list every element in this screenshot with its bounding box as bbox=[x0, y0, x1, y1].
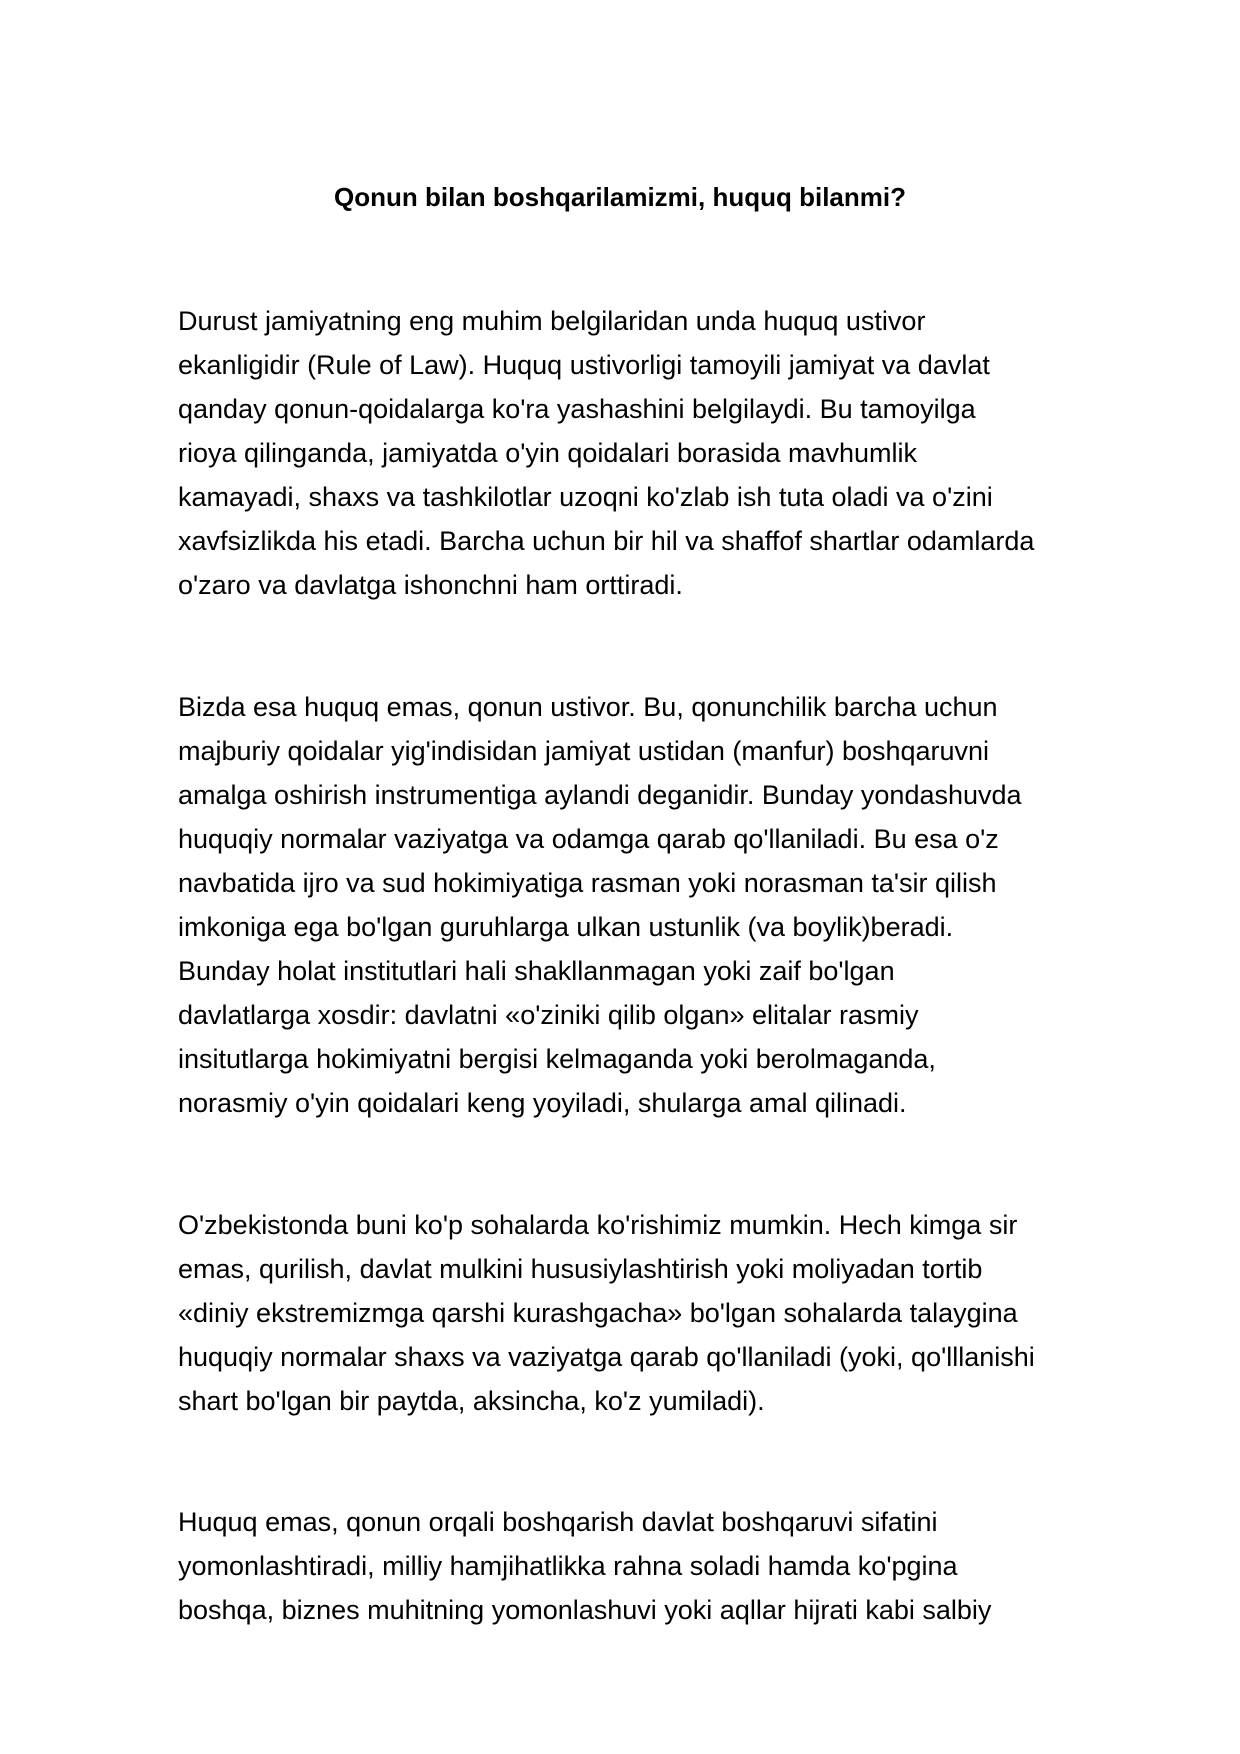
paragraph-uzbekistan bbox=[178, 1203, 1158, 1423]
text-line: davlatlarga xosdir: davlatni «o'ziniki qilib olgan» elitalar rasmiy bbox=[178, 1000, 919, 1030]
text-line: qanday qonun-qoidalarga ko'ra yashashini belgilaydi. Bu tamoyilga bbox=[178, 394, 976, 424]
text-line: ekanligidir (Rule of Law). Huquq ustivorligi tamoyili jamiyat va davlat bbox=[178, 350, 990, 380]
text-line: huquqiy normalar shaxs va vaziyatga qarab qo'llaniladi (yoki, qo'lllanishi bbox=[178, 1342, 1035, 1372]
document-title: Qonun bilan boshqarilamizmi, huquq bilanmi? bbox=[334, 182, 906, 212]
text-line: o'zaro va davlatga ishonchni ham orttiradi. bbox=[178, 570, 683, 600]
text-line: xavfsizlikda his etadi. Barcha uchun bir hil va shaffof shartlar odamlarda bbox=[178, 526, 1035, 556]
text-line: norasmiy o'yin qoidalari keng yoyiladi, shularga amal qilinadi. bbox=[178, 1088, 907, 1118]
text-line: rioya qilinganda, jamiyatda o'yin qoidalari borasida mavhumlik bbox=[178, 438, 918, 468]
text-line: majburiy qoidalar yig'indisidan jamiyat ustidan (manfur) boshqaruvni bbox=[178, 736, 990, 766]
text-line: Huquq emas, qonun orqali boshqarish davlat boshqaruvi sifatini bbox=[178, 1507, 938, 1537]
text-line: imkoniga ega bo'lgan guruhlarga ulkan ustunlik (va boylik)beradi. bbox=[178, 912, 954, 942]
paragraph-rule-of-law bbox=[178, 299, 1158, 607]
text-line: Bunday holat institutlari hali shakllanmagan yoki zaif bo'lgan bbox=[178, 956, 895, 986]
paragraph-law-priority bbox=[178, 685, 1158, 1125]
text-line: shart bo'lgan bir paytda, aksincha, ko'z yumiladi). bbox=[178, 1386, 765, 1416]
text-line: boshqa, biznes muhitning yomonlashuvi yoki aqllar hijrati kabi salbiy bbox=[178, 1595, 992, 1625]
text-line: navbatida ijro va sud hokimiyatiga rasman yoki norasman ta'sir qilish bbox=[178, 868, 997, 898]
text-line: insitutlarga hokimiyatni bergisi kelmaganda yoki berolmaganda, bbox=[178, 1044, 936, 1074]
text-line: amalga oshirish instrumentiga aylandi deganidir. Bunday yondashuvda bbox=[178, 780, 1022, 810]
text-line: emas, qurilish, davlat mulkini hususiylashtirish yoki moliyadan tortib bbox=[178, 1254, 983, 1284]
text-line: Durust jamiyatning eng muhim belgilaridan unda huquq ustivor bbox=[178, 306, 926, 336]
paragraph-consequences bbox=[178, 1500, 1158, 1632]
text-line: «diniy ekstremizmga qarshi kurashgacha» bo'lgan sohalarda talaygina bbox=[178, 1298, 1018, 1328]
text-line: huquqiy normalar vaziyatga va odamga qarab qo'llaniladi. Bu esa o'z bbox=[178, 824, 999, 854]
text-line: O'zbekistonda buni ko'p sohalarda ko'rishimiz mumkin. Hech kimga sir bbox=[178, 1210, 1018, 1240]
text-line: kamayadi, shaxs va tashkilotlar uzoqni ko'zlab ish tuta oladi va o'zini bbox=[178, 482, 993, 512]
text-line: Bizda esa huquq emas, qonun ustivor. Bu, qonunchilik barcha uchun bbox=[178, 692, 998, 722]
text-line: yomonlashtiradi, milliy hamjihatlikka rahna soladi hamda ko'pgina bbox=[178, 1551, 958, 1581]
